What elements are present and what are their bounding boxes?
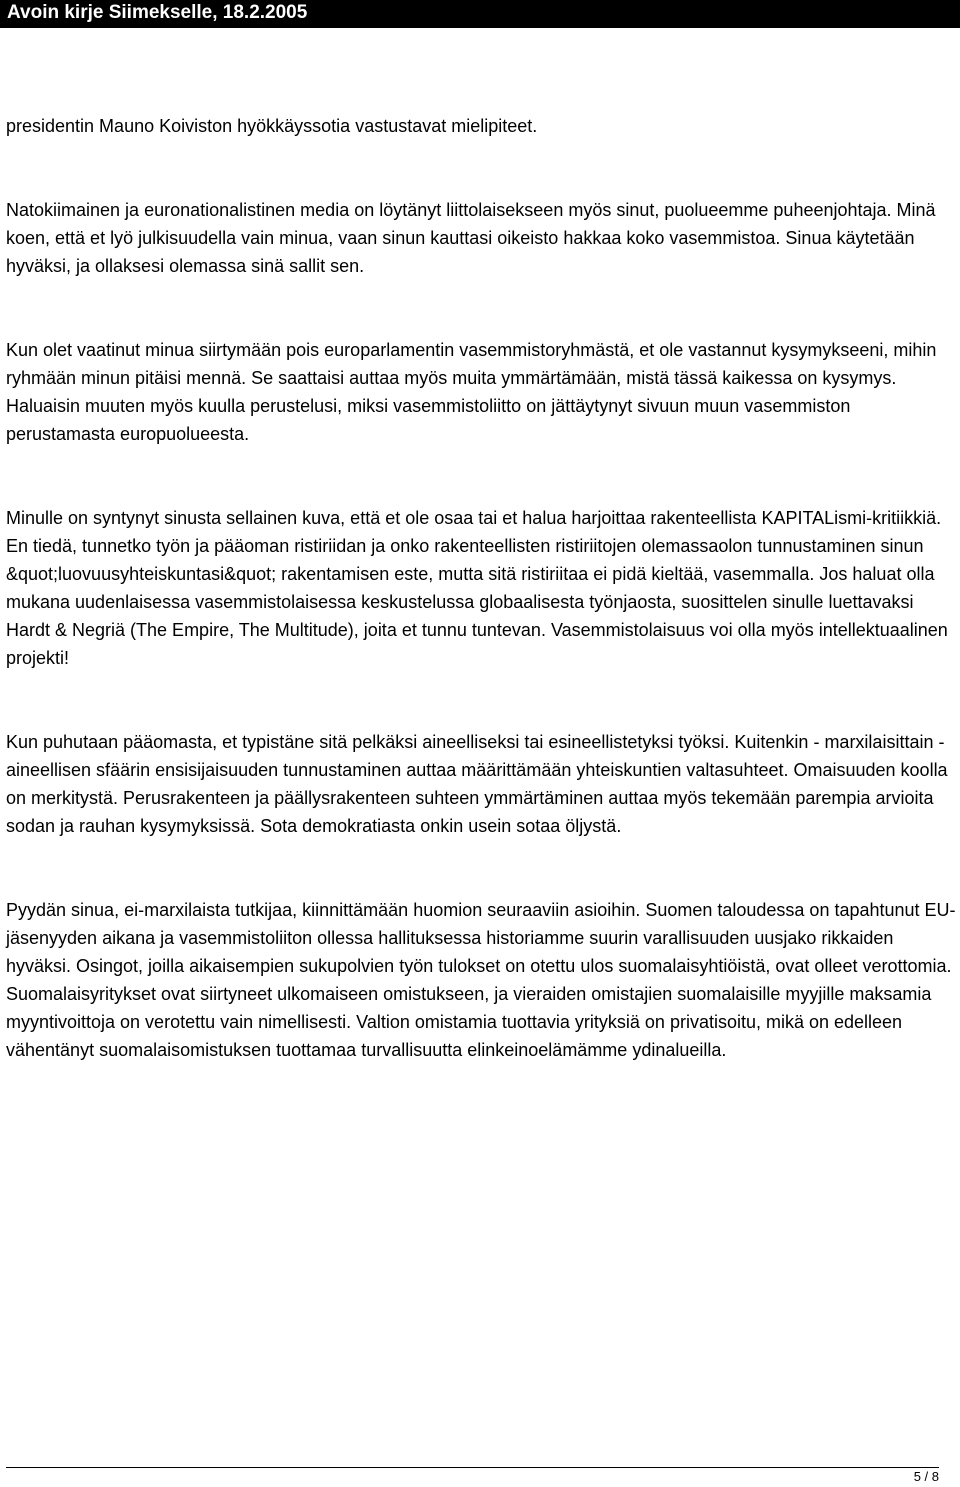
document-body [6, 112, 956, 1120]
paragraph-2: Natokiimainen ja euronationalistinen media on löytänyt liittolaisekseen myös sinut, puolueemme puheenjohtaja. Minä koen, että et lyö julkisuudella vain minua, vaan sinun kauttasi oikeisto hakkaa koko vasemmistoa. Sinua käytetään hyväksi, ja ollaksesi olemassa sinä sallit sen. [6, 200, 936, 276]
paragraph-4: Minulle on syntynyt sinusta sellainen kuva, että et ole osaa tai et halua harjoittaa rakenteellista KAPITALismi-kritiikkiä. En tiedä, tunnetko työn ja pääoman ristiriidan ja onko rakenteellisten ristiriitojen olemassaolon tunnustaminen sinun &quot;luovuusyhteiskuntasi&quot; rakentamisen este, mutta sitä ristiriitaa ei pidä kieltää, vasemmalla. Jos haluat olla mukana uudenlaisessa vasemmistolaisessa keskustelussa globaalisesta työnjaosta, suosittelen sinulle luettavaksi Hardt & Negriä (The Empire, The Multitude), joita et tunnu tuntevan. Vasemmistolaisuus voi olla myös intellektuaalinen projekti! [6, 508, 948, 668]
footer-divider [6, 1467, 939, 1468]
paragraph-5: Kun puhutaan pääomasta, et typistäne sitä pelkäksi aineelliseksi tai esineellistetyksi työksi. Kuitenkin - marxilaisittain - aineellisen sfäärin ensisijaisuuden tunnustaminen auttaa määrittämään yhteiskuntien valtasuhteet. Omaisuuden koolla on merkitystä. Perusrakenteen ja päällysrakenteen suhteen ymmärtäminen auttaa myös tekemään parempia arvioita sodan ja rauhan kysymyksissä. Sota demokratiasta onkin usein sotaa öljystä. [6, 732, 948, 836]
paragraph-1: presidentin Mauno Koiviston hyökkäyssotia vastustavat mielipiteet. [6, 116, 538, 136]
paragraph-3: Kun olet vaatinut minua siirtymään pois europarlamentin vasemmistoryhmästä, et ole vastannut kysymykseeni, mihin ryhmään minun pitäisi mennä. Se saattaisi auttaa myös muita ymmärtämään, mistä tässä kaikessa on kysymys. Haluaisin muuten myös kuulla perustelusi, miksi vasemmistoliitto on jättäytynyt sivuun muun vasemmiston perustamasta europuolueesta. [6, 340, 937, 444]
paragraph-6: Pyydän sinua, ei-marxilaista tutkijaa, kiinnittämään huomion seuraaviin asioihin. Suomen taloudessa on tapahtunut EU-jäsenyyden aikana ja vasemmistoliiton ollessa hallituksessa historiamme suurin varallisuuden uusjako rikkaiden hyväksi. Osingot, joilla aikaisempien sukupolvien työn tulokset on otettu ulos suomalaisyhtiöistä, ovat olleet verottomia. Suomalaisyritykset ovat siirtyneet ulkomaiseen omistukseen, ja vieraiden omistajien suomalaisille myyjille maksamia myyntivoittoja on verotettu vain nimellisesti. Valtion omistamia tuottavia yrityksiä on privatisoitu, mikä on edelleen vähentänyt suomalaisomistuksen tuottamaa turvallisuutta elinkeinoelämämme ydinalueilla. [6, 900, 956, 1060]
page-number: 5 / 8 [913, 1469, 939, 1484]
header-bar [0, 0, 960, 28]
document-title: Avoin kirje Siimekselle, 18.2.2005 [7, 2, 308, 23]
